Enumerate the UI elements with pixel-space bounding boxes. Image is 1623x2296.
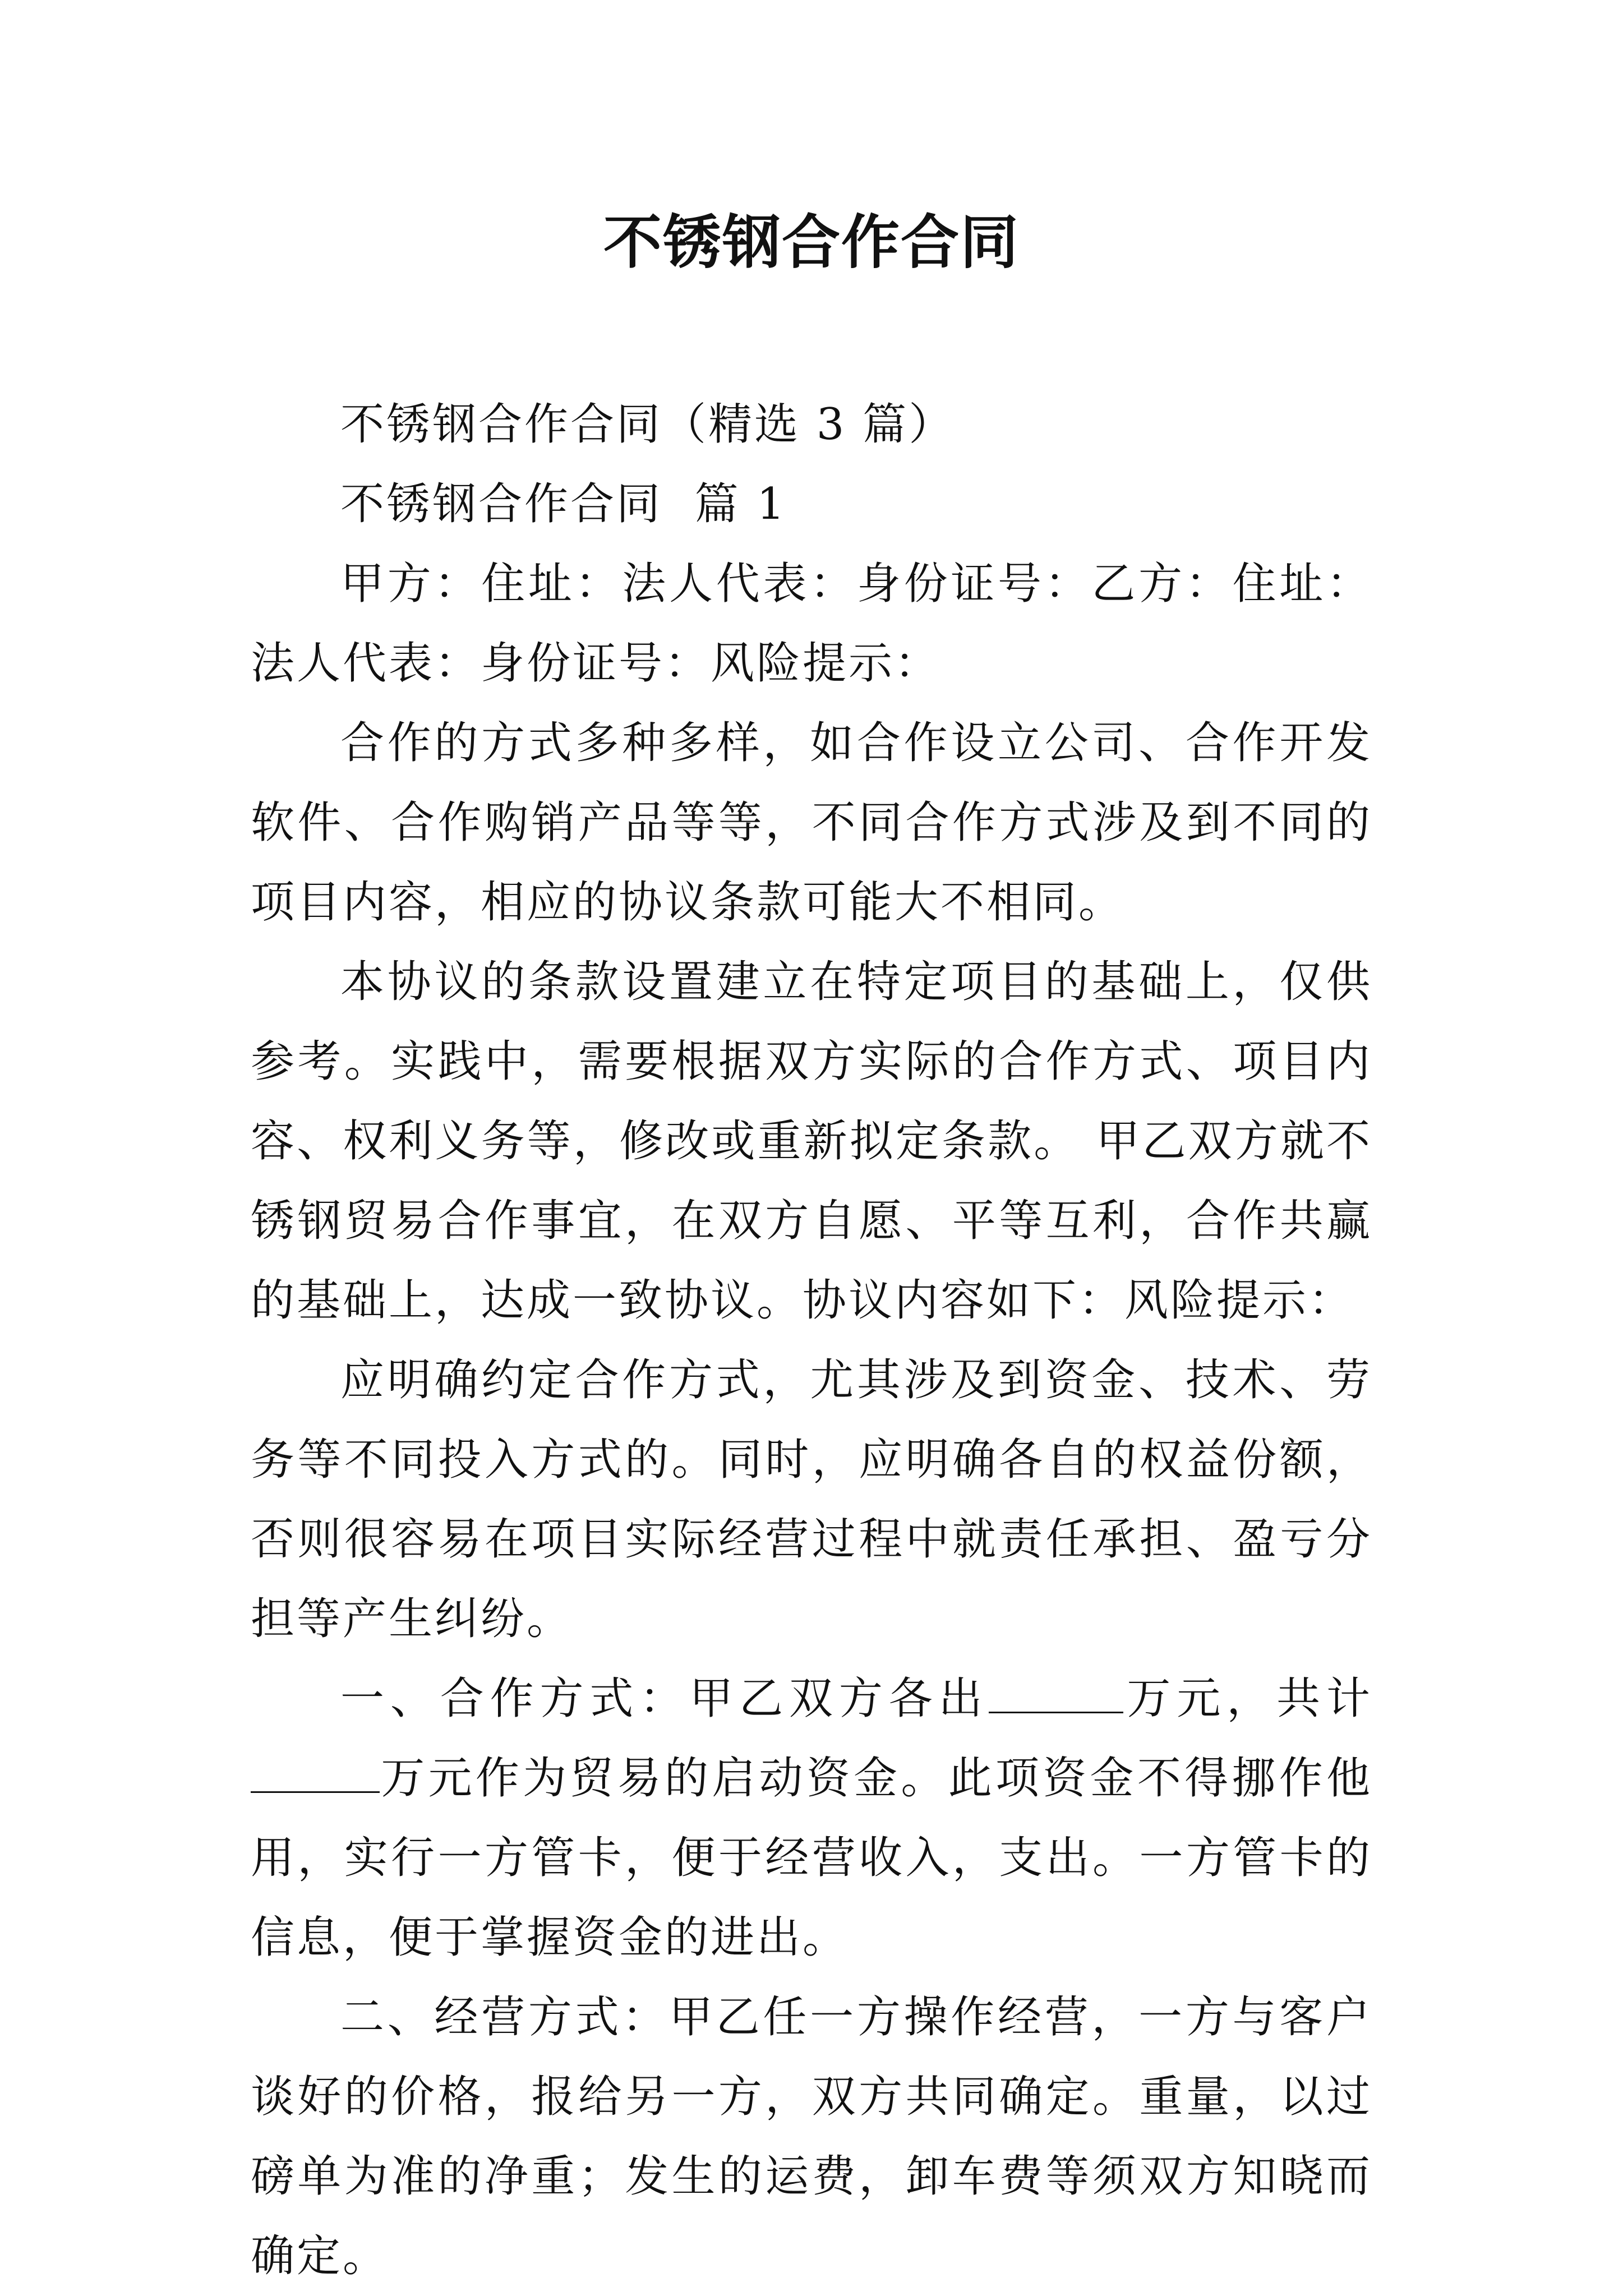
clause1-text-part2: 万元，共计 xyxy=(1123,1673,1372,1724)
paragraph-agreement-basis: 本协议的条款设置建立在特定项目的基础上，仅供参考。实践中，需要根据双方实际的合作方式、项目内容、权利义务等，修改或重新拟定条款。 甲乙双方就不锈钢贸易合作事宜，在双方自愿、平等互利，合作共赢的基础上，达成一致协议。协议内容如下：风险提示： xyxy=(251,957,1372,1326)
clause-operation-method: 二、经营方式：甲乙任一方操作经营，一方与客户谈好的价格，报给另一方，双方共同确定。重量，以过磅单为准的净重；发生的运费，卸车费等须双方知晓而确定。 xyxy=(251,1992,1372,2281)
amount-blank-each xyxy=(989,1661,1123,1713)
paragraph-section-heading: 不锈钢合作合同 篇 1 xyxy=(340,479,787,529)
clause1-text-part1: 一、合作方式：甲乙双方各出 xyxy=(340,1673,989,1724)
paragraph-parties: 甲方：住址：法人代表：身份证号：乙方：住址：法人代表：身份证号：风险提示： xyxy=(251,559,1372,689)
document-title: 不锈钢合作合同 xyxy=(603,208,1020,276)
paragraph-risk-note: 应明确约定合作方式，尤其涉及到资金、技术、劳务等不同投入方式的。同时，应明确各自的权益份额，否则很容易在项目实际经营过程中就责任承担、盈亏分担等产生纠纷。 xyxy=(251,1355,1372,1644)
paragraph-subtitle: 不锈钢合作合同（精选 3 篇） xyxy=(340,399,955,450)
document-body xyxy=(251,385,1372,2296)
clause1-text-part3: 万元作为贸易的启动资金。此项资金不得挪作他用，实行一方管卡，便于经营收入，支出。一方管卡的信息，便于掌握资金的进出。 xyxy=(251,1753,1372,1963)
paragraph-cooperation-methods: 合作的方式多种多样，如合作设立公司、合作开发软件、合作购销产品等等，不同合作方式涉及到不同的项目内容，相应的协议条款可能大不相同。 xyxy=(251,718,1372,928)
clause-cooperation-method xyxy=(251,1659,1372,1977)
amount-blank-total xyxy=(251,1741,380,1793)
